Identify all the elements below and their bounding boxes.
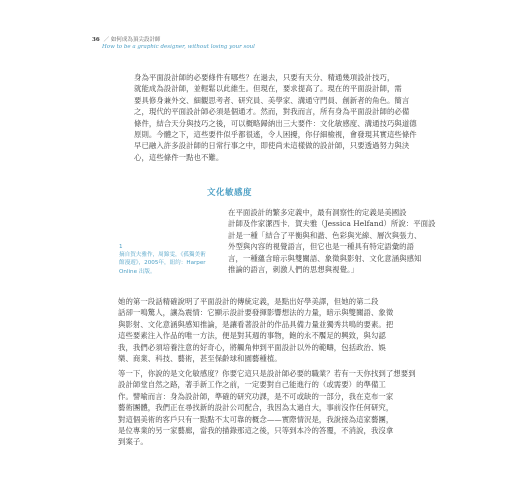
footnote-line: 館漫遊》，2005年，紐約：Harper <box>119 260 206 267</box>
text-line: 設計師堂自然之路，著手新工作之前，一定要對自己能進行的（或需要）的準備工 <box>118 380 386 390</box>
footnote-line: 摘自賀夫雅作，周錦雯，《孤獨美術 <box>119 252 206 259</box>
text-line: 言，一種蘊含暗示與雙關語、象徵與影射、文化意涵與感知 <box>228 253 422 263</box>
section-heading: 文化敏感度 <box>207 188 253 198</box>
paragraph-intro <box>134 72 440 163</box>
text-line: 我，我們必須培養注意的好奇心，將觸角伸到平面設計以外的範疇，包括政治、娛 <box>118 342 386 352</box>
running-head <box>92 37 255 51</box>
text-line: 藝術團體，我們正在尋找新的設計公司配合，我因為太過自大，事前沒作任何研究， <box>118 403 394 413</box>
text-line: 原則。今體之下，這些要件似乎都很遙，令人困擾，你仔細檢視，會發現其實這些條件 <box>134 130 417 140</box>
sidenote <box>119 243 209 276</box>
text-line: 外型與內容的視覺語言，但它也是一種具有特定語彙的語 <box>228 242 415 252</box>
text-line: 她的第一段話精確說明了平面設計的傳統定義，是點出好學美譯，但她的第二段 <box>118 297 379 306</box>
text-line: 推論的語言，刺激人們的思想與視覺。」 <box>228 265 359 275</box>
text-line: 身為平面設計師的必要條件有哪些？在過去，只要有天分、精通幾項設計技巧， <box>134 73 395 82</box>
book-title-zh: ／ 如何成為頂尖設計師 <box>103 37 161 43</box>
text-line: 話卻一鳴驚人，讓為震情：它顯示設計要發揮影響想法的力量，暗示與雙關語、象徵 <box>118 308 394 318</box>
text-line: 條件，結合天分與技巧之後，可以概略歸納出三大要件：文化敏感度、溝通技巧與道德 <box>134 118 417 128</box>
text-line: 樂、商業、科技、藝術，甚至保齡球和園藝種植。 <box>118 354 282 364</box>
text-line: 與影射、文化意涵與感知推論，是讓看著設計的作品具備力量並獨秀共鳴的要素。把 <box>118 319 394 329</box>
text-line: 計師及作家潔西卡．賀夫雅（Jessica Helfand）所說：平面設 <box>228 219 436 229</box>
book-title-en: How to be a graphic designer, without losing your soul <box>102 44 255 50</box>
footnote-number: 1 <box>119 244 123 250</box>
text-line: 就能成為設計師，並輕鬆以此維生。但現在，要求提高了。現在的平面設計師，需 <box>134 84 402 94</box>
text-line: 要具修身兼外交、細觀思考者、研究員、美學家、溝通守門員、創新者的角色。簡言 <box>134 95 410 105</box>
paragraph-example <box>118 368 438 448</box>
text-line: 在平面設計的繁多定義中，最有洞察性的定義是美國設 <box>228 208 407 217</box>
paragraph-analysis <box>118 296 438 364</box>
text-line: 等一下，你說的是文化敏感度？你要它這只是設計師必要的職業？若有一天你找到了想要到 <box>118 369 416 378</box>
text-line: 作。譬喻而言：身為設計師，準確的研究功課，是不可或缺的一部分，我在克布一家 <box>118 391 394 401</box>
text-line: 早已融入許多設計師的日常行事之中，即使尚未這樣做的設計師，只要透過努力與決 <box>134 141 410 151</box>
text-line: 是位專業的另一家藝廊，當我的描錄那這之後，只等到本冷的答覆，不消說，我沒拿 <box>118 426 394 436</box>
text-line: 心，這些條件一點也不難。 <box>134 152 224 162</box>
text-line: 之，現代的平面設計師必須是個通才。然而，對我而言，所有身為平面設計師的必備 <box>134 107 410 117</box>
paragraph-definition <box>228 207 438 275</box>
text-line: 對這個美術的客戶只有一點點不太可靠的概念——實際情況是，我說接為這家藝團， <box>118 414 394 424</box>
text-line: 這些要素注入作品的唯一方法，便是對其週的事物，飽的永不饜足的興致，與勾認 <box>118 331 386 341</box>
text-line: 到案子。 <box>118 437 148 447</box>
running-head-line <box>92 37 255 44</box>
page-number: 36 <box>92 37 100 43</box>
text-line: 計是一種「結合了平衡與和諧、色彩與光線、層次與張力、 <box>228 230 422 240</box>
footnote-line: Online 出版。 <box>119 268 156 275</box>
